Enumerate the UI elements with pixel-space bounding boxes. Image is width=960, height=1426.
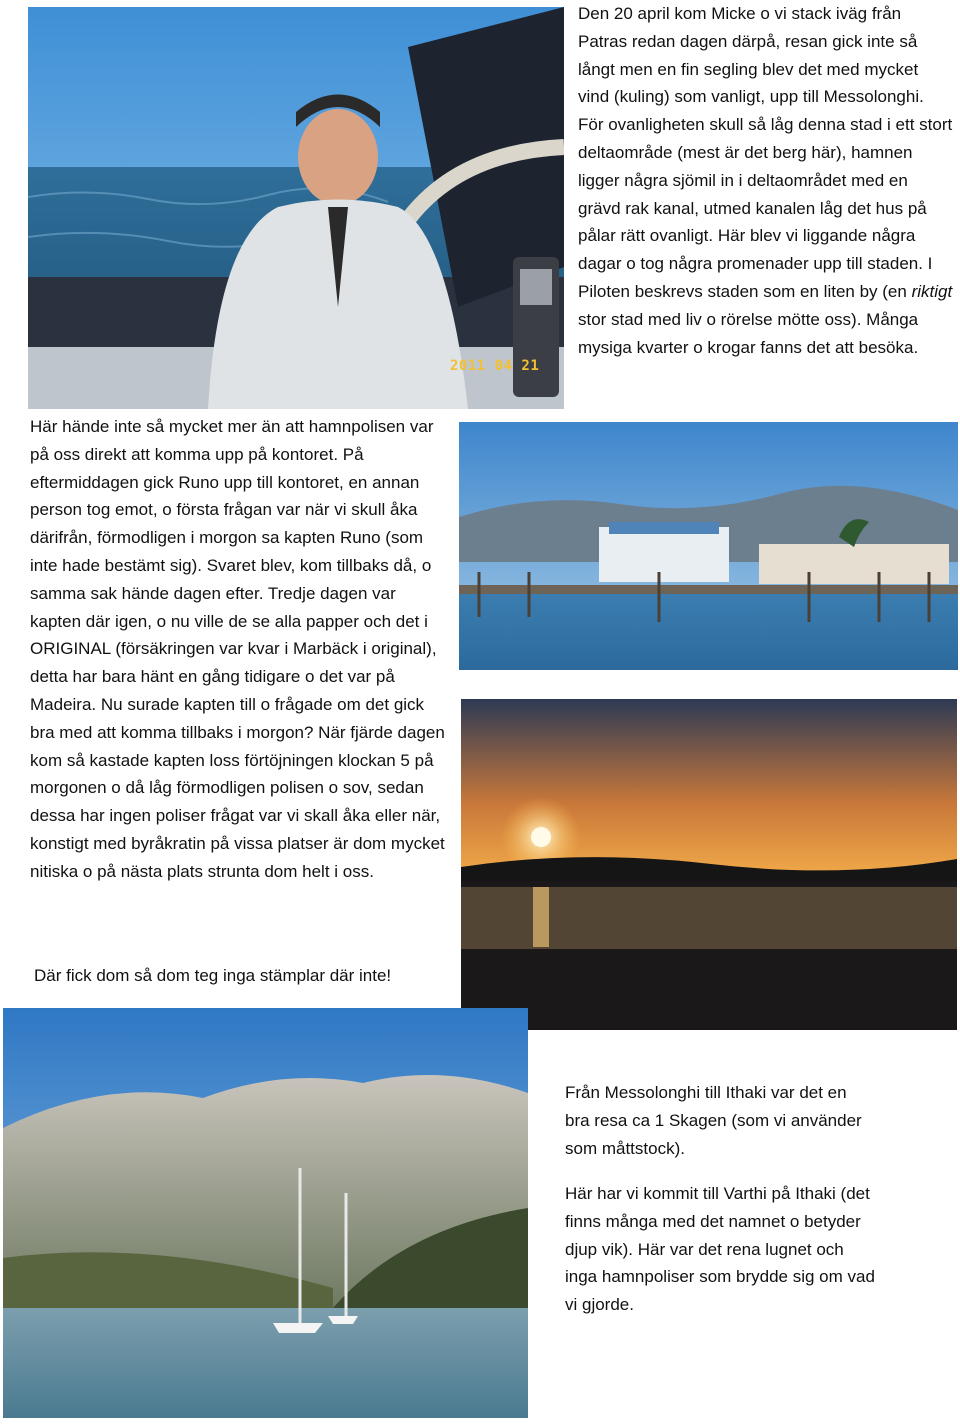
top-paragraph-emphasis: riktigt [911, 281, 953, 301]
photo-date-stamp: 2011 04 21 [450, 358, 540, 374]
top-paragraph [578, 0, 953, 361]
top-paragraph-text-b: stor stad med liv o rörelse mötte oss). Många mysiga kvarter o krogar fanns det att besöka. [578, 309, 919, 357]
ithaki-paragraph-1 [565, 1079, 865, 1162]
middle-paragraph [30, 413, 446, 886]
ithaki-paragraph-1-text: Från Messolonghi till Ithaki var det en bra resa ca 1 Skagen (som vi använder som måttstock). [565, 1083, 862, 1158]
ithaki-paragraph-2 [565, 1180, 875, 1319]
middle-paragraph-text: Här hände inte så mycket mer än att hamnpolisen var på oss direkt att komma upp på kontoret. På eftermiddagen gick Runo upp till kontoret, en annan person tog emot, o första frågan var när vi skull åka därifrån, förmodligen i morgon sa kapten Runo (som inte hade bestämt sig). Svaret blev, kom tillbaks då, o samma sak hände dagen efter. Tredje dagen var kapten där igen, o nu ville de se alla papper och det i ORIGINAL (försäkringen var kvar i Marbäck i original), detta har bara hänt en gång tidigare o det var på Madeira. Nu surade kapten till o frågade om det gick bra med att komma tillbaks i morgon? När fjärde dagen kom så kastade kapten loss förtöjningen klockan 5 på morgonen o då låg förmodligen polisen o sov, sedan dessa har ingen poliser frågat var vi skall åka eller när, konstigt med byråkratin på vissa platser är dom mycket nitiska o på nästa plats strunta dom helt i oss. [30, 417, 445, 881]
photo-stilt-houses [459, 422, 958, 670]
photo-skipper [28, 7, 564, 409]
photo-sunset [461, 699, 957, 1030]
ithaki-paragraph-2-text: Här har vi kommit till Varthi på Ithaki (det finns många med det namnet o betyder djup vik). Här var det rena lugnet och inga hamnpoliser som brydde sig om vad vi gjorde. [565, 1184, 875, 1315]
top-paragraph-text-a: Den 20 april kom Micke o vi stack iväg från Patras redan dagen därpå, resan gick inte så långt men en fin segling blev det med mycket vind (kuling) som vanligt, upp till Messolonghi. För ovanligheten skull så låg denna stad i ett stort deltaområde (mest är det berg här), hamnen ligger några sjömil in i deltaområdet med en grävd rak kanal, utmed kanalen låg det hus på pålar rätt ovanligt. Här blev vi liggande några dagar o tog några promenader upp till staden. I Piloten beskrevs staden som en liten by (en [578, 4, 953, 301]
stamp-line-text: Där fick dom så dom teg inga stämplar där inte! [34, 966, 392, 985]
photo-ithaki-bay [3, 1008, 528, 1418]
stamp-line [34, 962, 454, 990]
